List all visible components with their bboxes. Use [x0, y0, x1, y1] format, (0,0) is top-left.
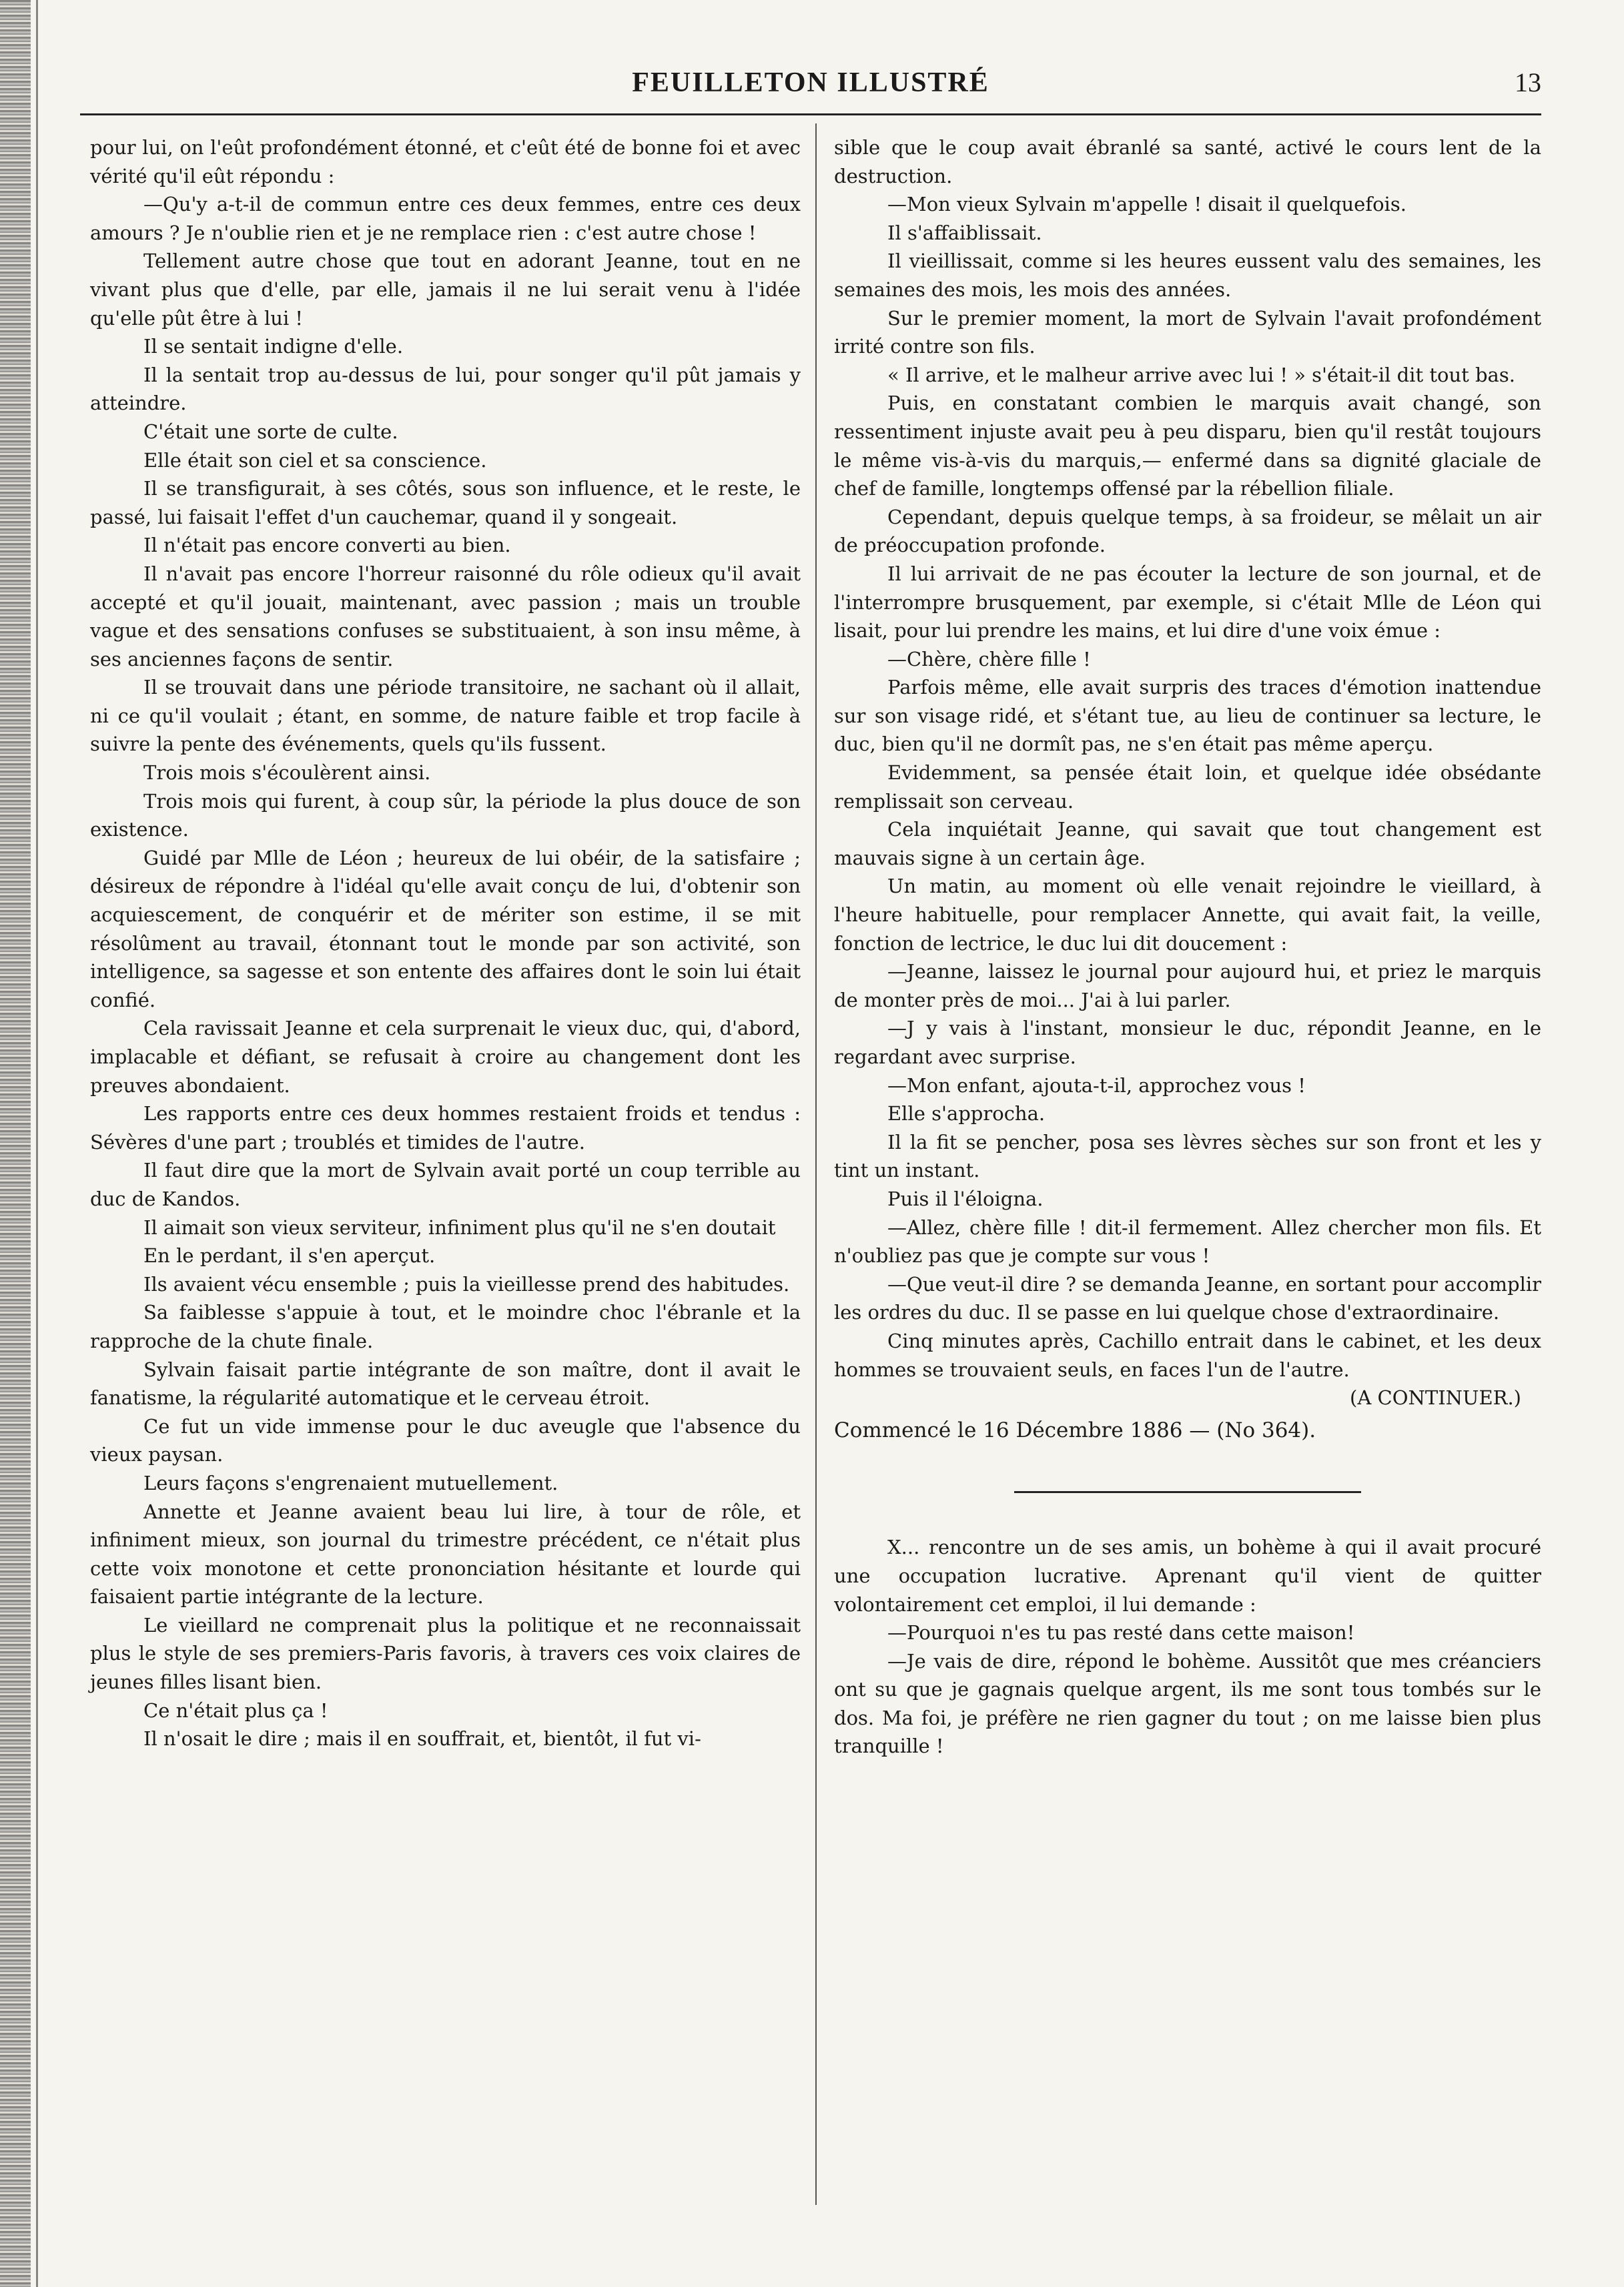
paragraph: Evidemment, sa pensée était loin, et quelque idée obsédante remplissait son cerveau.	[834, 761, 1541, 813]
paragraph: Tellement autre chose que tout en adorant Jeanne, tout en ne vivant plus que d'elle, par elle, jamais il ne lui serait venu à l'idée qu'elle pût être à lui !	[90, 250, 801, 330]
paragraph: Il la sentait trop au-dessus de lui, pour songer qu'il pût jamais y atteindre.	[90, 363, 801, 415]
paragraph: Il n'osait le dire ; mais il en souffrait, et, bientôt, il fut vi-	[143, 1727, 701, 1751]
paragraph: Annette et Jeanne avaient beau lui lire, à tour de rôle, et infiniment mieux, son journal du trimestre précédent, ce n'était plus cette voix monotone et cette prononciation hésitante et lourde qui faisaient partie intégrante de la lecture.	[90, 1500, 801, 1609]
paragraph: Parfois même, elle avait surpris des traces d'émotion inattendue sur son visage ridé, et s'étant tue, au lieu de continuer sa lecture, le duc, bien qu'il ne dormît pas, ne s'en était pas même aperçu.	[834, 676, 1541, 756]
paragraph: pour lui, on l'eût profondément étonné, et c'eût été de bonne foi et avec vérité qu'il eût répondu :	[90, 136, 801, 187]
paragraph: Il se sentait indigne d'elle.	[143, 335, 404, 358]
paragraph: sible que le coup avait ébranlé sa santé, activé le cours lent de la destruction.	[834, 136, 1541, 187]
page-number: 13	[1515, 67, 1541, 97]
paragraph: Il s'affaiblissait.	[887, 221, 1042, 244]
paragraph: Cependant, depuis quelque temps, à sa froideur, se mêlait un air de préoccupation profonde.	[834, 505, 1541, 557]
paragraph: Cela ravissait Jeanne et cela surprenait le vieux duc, qui, d'abord, implacable et défiant, se refusait à croire au changement dont les preuves abondaient.	[90, 1017, 801, 1097]
paragraph: Il vieillissait, comme si les heures eussent valu des semaines, les semaines des mois, les mois des années.	[834, 250, 1541, 301]
paragraph: Elle s'approcha.	[887, 1102, 1046, 1125]
right-column	[834, 133, 1541, 1761]
paragraph: Trois mois s'écoulèrent ainsi.	[143, 761, 431, 785]
paragraph: —Mon vieux Sylvain m'appelle ! disait il quelquefois.	[887, 193, 1406, 216]
paragraph: Ils avaient vécu ensemble ; puis la vieillesse prend des habitudes.	[143, 1272, 790, 1296]
anecdote-paragraph: X... rencontre un de ses amis, un bohème à qui il avait procuré une occupation lucrative. Aprenant qu'il vient de quitter volontairement cet emploi, il lui demande :	[834, 1536, 1541, 1616]
column-divider	[815, 123, 817, 2205]
paragraph: Cinq minutes après, Cachillo entrait dans le cabinet, et les deux hommes se trouvaient seuls, en faces l'un de l'autre.	[834, 1329, 1541, 1381]
paragraph: Leurs façons s'engrenaient mutuellement.	[143, 1471, 558, 1494]
paragraph: Sa faiblesse s'appuie à tout, et le moindre choc l'ébranle et la rapproche de la chute finale.	[90, 1301, 801, 1352]
paragraph: Ce n'était plus ça !	[143, 1699, 328, 1722]
paragraph: —Jeanne, laissez le journal pour aujourd hui, et priez le marquis de monter près de moi... J'ai à lui parler.	[834, 960, 1541, 1011]
running-title: FEUILLETON ILLUSTRÉ	[632, 67, 989, 98]
paragraph: Les rapports entre ces deux hommes restaient froids et tendus : Sévères d'une part ; troublés et timides de l'autre.	[90, 1102, 801, 1154]
anecdote-paragraph: —Je vais de dire, répond le bohème. Aussitôt que mes créanciers ont su que je gagnais quelque argent, ils me sont tous tombés sur le dos. Ma foi, je préfère ne rien gagner du tout ; on me laisse bien plus tranquille !	[834, 1649, 1541, 1758]
paragraph: Cela inquiétait Jeanne, qui savait que tout changement est mauvais signe à un certain âge.	[834, 818, 1541, 869]
paragraph: —Qu'y a-t-il de commun entre ces deux femmes, entre ces deux amours ? Je n'oublie rien et je ne remplace rien : c'est autre chose !	[90, 193, 801, 244]
paragraph: —Allez, chère fille ! dit-il fermement. Allez chercher mon fils. Et n'oubliez pas que je compte sur vous !	[834, 1216, 1541, 1268]
paragraph: Il aimait son vieux serviteur, infiniment plus qu'il ne s'en doutait	[143, 1216, 776, 1239]
paragraph: Un matin, au moment où elle venait rejoindre le vieillard, à l'heure habituelle, pour remplacer Annette, qui avait fait, la veille, fonction de lectrice, le duc lui dit doucement :	[834, 875, 1541, 955]
paragraph: Trois mois qui furent, à coup sûr, la période la plus douce de son existence.	[90, 789, 801, 841]
section-rule	[1014, 1491, 1361, 1493]
page-header	[80, 61, 1541, 108]
paragraph: Il n'était pas encore converti au bien.	[143, 534, 511, 557]
paragraph: —J y vais à l'instant, monsieur le duc, répondit Jeanne, en le regardant avec surprise.	[834, 1017, 1541, 1068]
paragraph: C'était une sorte de culte.	[143, 420, 398, 443]
paragraph: —Mon enfant, ajouta-t-il, approchez vous !	[887, 1073, 1306, 1097]
paragraph: Il n'avait pas encore l'horreur raisonné du rôle odieux qu'il avait accepté et qu'il jouait, maintenant, avec passion ; mais un trouble vague et des sensations confuses se substituaient, à son insu même, à ses anciennes façons de sentir.	[90, 562, 801, 670]
continuation-note: (A CONTINUER.)	[1350, 1386, 1521, 1410]
paragraph: Le vieillard ne comprenait plus la politique et ne reconnaissait plus le style de ses premiers-Paris favoris, à travers ces voix claires de jeunes filles lisant bien.	[90, 1613, 801, 1694]
paragraph: Elle était son ciel et sa conscience.	[143, 448, 487, 472]
anecdote-paragraph: —Pourquoi n'es tu pas resté dans cette maison!	[887, 1621, 1355, 1645]
paragraph: Il faut dire que la mort de Sylvain avait porté un coup terrible au duc de Kandos.	[90, 1159, 801, 1210]
paragraph: Sylvain faisait partie intégrante de son maître, dont il avait le fanatisme, la régularité automatique et le cerveau étroit.	[90, 1358, 801, 1410]
paragraph: Il la fit se pencher, posa ses lèvres sèches sur son front et les y tint un instant.	[834, 1130, 1541, 1182]
paragraph: Ce fut un vide immense pour le duc aveugle que l'absence du vieux paysan.	[90, 1414, 801, 1466]
paragraph: Il se trouvait dans une période transitoire, ne sachant où il allait, ni ce qu'il voulait ; étant, en somme, de nature faible et trop facile à suivre la pente des événements, quels qu'ils fussent.	[90, 676, 801, 756]
paragraph: —Que veut-il dire ? se demanda Jeanne, en sortant pour accomplir les ordres du duc. Il se passe en lui quelque chose d'extraordinaire.	[834, 1272, 1541, 1324]
left-column	[90, 133, 801, 1753]
paragraph: Sur le premier moment, la mort de Sylvain l'avait profondément irrité contre son fils.	[834, 306, 1541, 358]
paragraph: Puis il l'éloigna.	[887, 1187, 1044, 1210]
paragraph: —Chère, chère fille !	[887, 647, 1091, 670]
paragraph: Guidé par Mlle de Léon ; heureux de lui obéir, de la satisfaire ; désireux de répondre à l'idéal qu'elle avait conçu de lui, d'obtenir son acquiescement, de conquérir et de mériter son estime, il se mit résolûment au travail, étonnant tout le monde par son activité, son intelligence, sa sagesse et son entente des affaires dont le soin lui était confié.	[90, 846, 801, 1011]
binding-edge	[0, 0, 31, 2287]
serial-start-note: Commencé le 16 Décembre 1886 — (No 364).	[834, 1418, 1316, 1442]
paragraph: En le perdant, il s'en aperçut.	[143, 1244, 436, 1268]
paragraph: « Il arrive, et le malheur arrive avec lui ! » s'était-il dit tout bas.	[887, 363, 1515, 386]
paragraph: Il se transfigurait, à ses côtés, sous son influence, et le reste, le passé, lui faisait l'effet d'un cauchemar, quand il y songeait.	[90, 477, 801, 528]
paragraph: Puis, en constatant combien le marquis avait changé, son ressentiment injuste avait peu à peu disparu, bien qu'il restât toujours le même vis-à-vis du marquis,— enfermé dans sa dignité glaciale de chef de famille, longtemps offensé par la rébellion filiale.	[834, 392, 1541, 500]
binding-line	[36, 0, 38, 2287]
header-rule	[80, 113, 1541, 115]
paragraph: Il lui arrivait de ne pas écouter la lecture de son journal, et de l'interrompre brusquement, par exemple, si c'était Mlle de Léon qui lisait, pour lui prendre les mains, et lui dire d'une voix émue :	[834, 562, 1541, 642]
